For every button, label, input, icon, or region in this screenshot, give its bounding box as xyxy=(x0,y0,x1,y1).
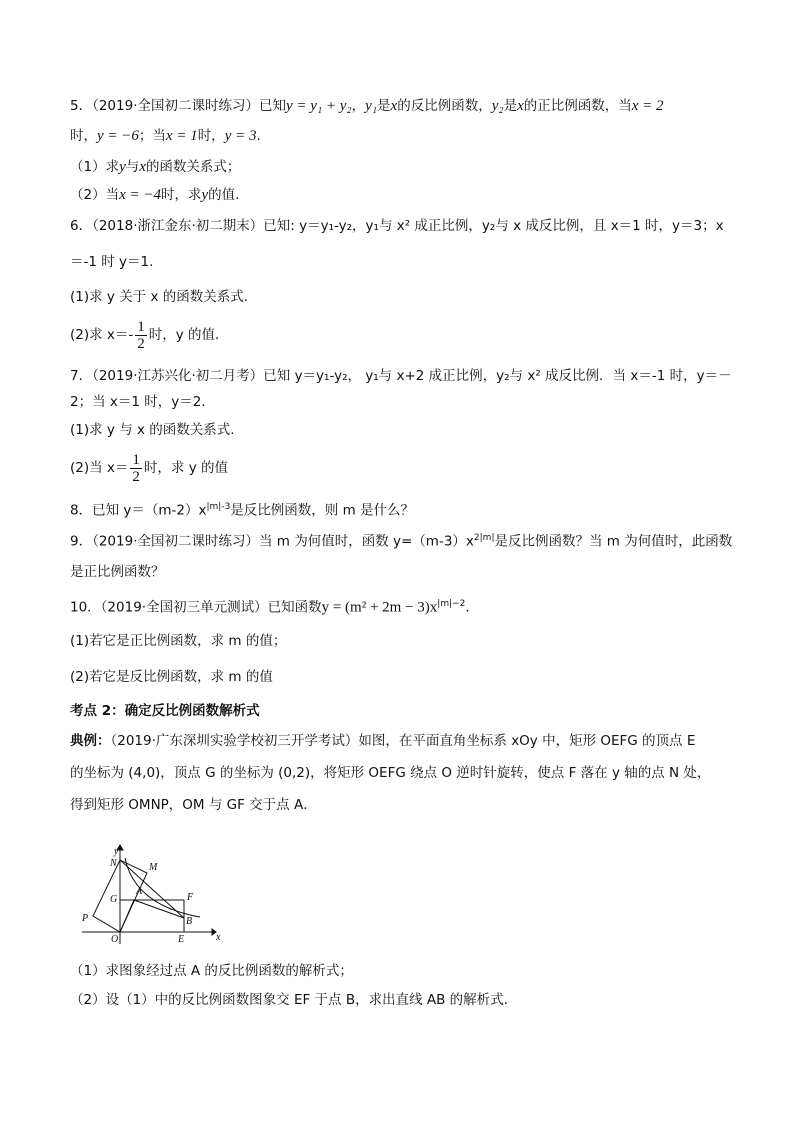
q5-cond: y = −6 xyxy=(97,128,139,144)
q5-text: 时， xyxy=(197,128,225,144)
q5-part2 xyxy=(70,185,239,205)
example-line2: 的坐标为 (4,0)，顶点 G 的坐标为 (0,2)，将矩形 OEFG 绕点 O 逆时针旋转，使点 F 落在 y 轴的点 N 处， xyxy=(70,765,711,781)
q5-var: y₂ xyxy=(491,98,504,114)
label-o: O xyxy=(111,934,119,945)
q5-text: （2）当 xyxy=(70,187,120,203)
q5-part1 xyxy=(70,157,240,177)
example-label: 典例： xyxy=(70,733,111,749)
label-m: M xyxy=(149,862,158,873)
q5-var: x xyxy=(139,159,146,175)
q5-text: ；当 xyxy=(138,128,166,144)
label-y: y xyxy=(114,846,119,857)
q7-text: (2)当 x＝ xyxy=(70,460,129,476)
numerator: 1 xyxy=(132,451,140,468)
geometry-figure xyxy=(74,838,224,948)
q10-equation: y = (m² + 2m − 3)x xyxy=(321,599,438,616)
label-p: P xyxy=(82,913,89,924)
q7-part2 xyxy=(70,451,228,485)
q6-part1: (1)求 y 关于 x 的函数关系式． xyxy=(70,289,258,305)
fraction xyxy=(135,319,147,352)
q5-text: （1）求 xyxy=(70,159,120,175)
q5-text: ， xyxy=(351,98,366,114)
q5-var: y xyxy=(201,187,209,203)
q5-equation: y = y₁ + y₂ xyxy=(286,98,352,114)
denominator: 2 xyxy=(137,335,145,352)
fraction xyxy=(130,452,142,485)
rect-oefg xyxy=(120,900,184,932)
q8-text: 8．已知 y＝（m-2）x xyxy=(70,502,207,519)
q6-text: (2)求 x＝- xyxy=(70,327,134,343)
q5-var: y xyxy=(119,159,126,175)
q9-line1 xyxy=(70,528,732,552)
q6-line2: ＝-1 时 y＝1． xyxy=(70,254,163,270)
q5-text: 是 xyxy=(377,98,391,114)
q5-text: 时， xyxy=(70,128,97,144)
q5-cond: x = 2 xyxy=(631,98,664,114)
q5-var: x xyxy=(390,98,398,114)
q5-cond: y = 3 xyxy=(224,128,257,144)
q6-part2 xyxy=(70,318,229,352)
q5-text: . xyxy=(256,128,261,144)
q5-line1 xyxy=(70,96,664,116)
q5-text: 5．（2019·全国初二课时练习）已知 xyxy=(70,98,286,114)
q5-text: 的函数关系式； xyxy=(145,159,241,175)
example-line1 xyxy=(70,731,695,751)
q7-text: 时，求 y 的值 xyxy=(143,460,228,476)
q5-text: 与 xyxy=(125,159,140,175)
label-b: B xyxy=(186,916,193,927)
q5-var: x xyxy=(517,98,524,114)
denominator: 2 xyxy=(132,468,140,485)
q6-line1: 6．（2018·浙江金东·初二期末）已知: y＝y₁-y₂，y₁与 x² 成正比例，y₂与 x 成反比例，且 x＝1 时，y＝3；x xyxy=(70,218,724,234)
label-g: G xyxy=(110,894,118,905)
example-text: （2019·广东深圳实验学校初三开学考试）如图，在平面直角坐标系 xOy 中，矩形 OEFG 的顶点 E xyxy=(110,733,696,749)
q8-text: 是反比例函数，则 m 是什么？ xyxy=(230,502,415,519)
exponent: |m|-3 xyxy=(206,502,231,512)
q10-text: ． xyxy=(465,599,479,616)
exponent: 2|m| xyxy=(473,533,495,543)
kp2-part1: （1）求图象经过点 A 的反比例函数的解析式； xyxy=(70,963,353,979)
numerator: 1 xyxy=(137,318,145,335)
q9-text: 9．（2019·全国初二课时练习）当 m 为何值时，函数 y=（m-3）x xyxy=(70,533,474,550)
q7-line2: 2；当 x＝1 时，y＝2． xyxy=(70,394,215,410)
q10-line xyxy=(70,594,479,618)
label-x: x xyxy=(216,932,221,943)
line-ab xyxy=(134,900,184,918)
q6-text: 时，y 的值． xyxy=(148,327,229,343)
label-e: E xyxy=(178,934,185,945)
q10-part1: (1)若它是正比例函数，求 m 的值； xyxy=(70,633,287,649)
q5-cond: x = −4 xyxy=(119,187,161,203)
q5-text: 的值. xyxy=(208,187,240,203)
kp2-part2: （2）设（1）中的反比例函数图象交 EF 于点 B，求出直线 AB 的解析式． xyxy=(70,992,518,1008)
section-heading: 考点 2：确定反比例函数解析式 xyxy=(70,703,260,719)
q7-part1: (1)求 y 与 x 的函数关系式. xyxy=(70,422,235,438)
q5-cond: x = 1 xyxy=(165,128,198,144)
label-a: A xyxy=(136,886,143,897)
segment-oa xyxy=(120,900,134,932)
example-line3: 得到矩形 OMNP，OM 与 GF 交于点 A． xyxy=(70,797,317,813)
label-f: F xyxy=(187,892,194,903)
label-n: N xyxy=(110,858,117,869)
exponent: |m|−2 xyxy=(437,599,466,609)
q5-var: y₁ xyxy=(365,98,378,114)
q5-line2 xyxy=(70,126,261,146)
q10-text: 10．（2019·全国初三单元测试）已知函数 xyxy=(70,599,322,616)
q10-part2: (2)若它是反比例函数，求 m 的值 xyxy=(70,669,273,685)
q5-text: 是 xyxy=(503,98,518,114)
q9-text: 是反比例函数？当 m 为何值时，此函数 xyxy=(494,533,733,550)
q8-line xyxy=(70,497,414,521)
q5-text: 的反比例函数， xyxy=(397,98,492,114)
q7-line1: 7．（2019·江苏兴化·初二月考）已知 y＝y₁-y₂， y₁与 x+2 成正比例，y₂与 x² 成反比例．当 x＝-1 时，y＝－ xyxy=(70,368,732,384)
q5-text: 的正比例函数，当 xyxy=(523,98,632,114)
q5-text: 时，求 xyxy=(161,187,202,203)
q9-line2: 是正比例函数？ xyxy=(70,564,165,580)
